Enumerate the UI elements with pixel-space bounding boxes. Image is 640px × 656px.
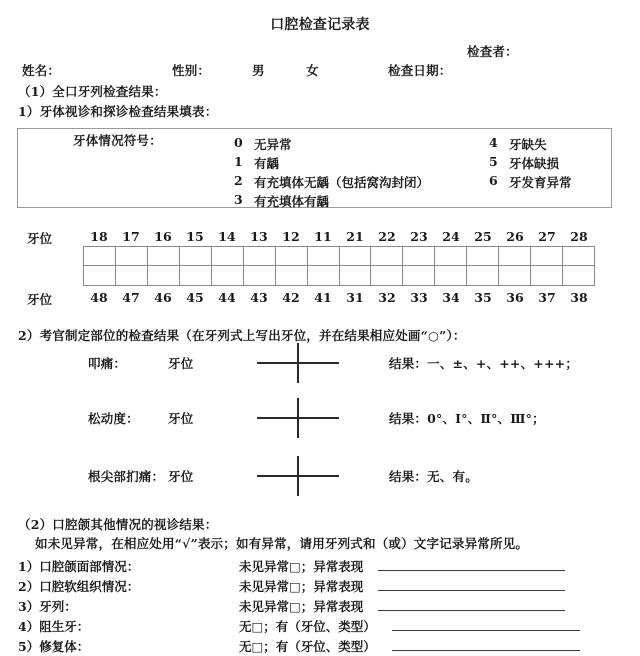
list-item-label: 3）牙列： [18,599,77,614]
tooth-cell-upper[interactable] [563,247,594,265]
tooth-number: 11 [314,229,332,244]
tooth-number: 37 [538,290,556,305]
tooth-number: 23 [410,229,428,244]
mobility-label: 松动度： [88,411,139,426]
tooth-cell-lower[interactable] [435,266,467,285]
tooth-number: 33 [410,290,428,305]
list-item-value[interactable]: 未见异常□；异常表现 [239,579,364,594]
tooth-number: 41 [314,290,332,305]
dental-cross-diagram-percussion[interactable] [257,343,339,383]
tooth-cell-upper[interactable] [212,247,244,265]
tooth-cell-upper[interactable] [499,247,531,265]
cross-vertical-line [297,456,299,496]
tooth-number: 24 [442,229,460,244]
tooth-number: 46 [154,290,172,305]
tooth-cell-lower[interactable] [116,266,148,285]
tooth-number: 36 [506,290,524,305]
dental-cross-diagram-apical[interactable] [257,456,339,496]
apical-palpation-result-options[interactable]: 结果：无、有。 [389,469,478,484]
mobility-position-label: 牙位 [168,411,194,426]
tooth-cell-lower[interactable] [212,266,244,285]
list-item-value[interactable]: 无□；有（牙位、类型） [239,639,376,654]
legend-text: 牙发育异常 [509,175,572,190]
tooth-cell-lower[interactable] [308,266,340,285]
section-2-note: 如未见异常，在相应处用“√”表示；如有异常，请用牙列式和（或）文字记录异常所见。 [35,536,529,551]
tooth-cell-upper[interactable] [340,247,372,265]
write-in-line[interactable] [378,570,565,571]
list-item-value[interactable]: 无□；有（牙位、类型） [239,619,376,634]
legend-code: 5 [489,154,498,169]
tooth-cell-upper[interactable] [371,247,403,265]
sex-option-female[interactable]: 女 [306,63,319,78]
tooth-grid-row-lower [84,266,594,285]
section-1-title: （1）全口牙列检查结果： [18,84,167,99]
tooth-cell-upper[interactable] [244,247,276,265]
list-item-label: 1）口腔颌面部情况： [18,559,140,574]
legend-text: 有充填体有龋 [254,194,330,209]
legend-text: 有充填体无龋（包括窝沟封闭） [254,175,430,190]
legend-code: 1 [234,154,243,169]
list-item-value[interactable]: 未见异常□；异常表现 [239,599,364,614]
write-in-line[interactable] [378,610,565,611]
cross-vertical-line [297,343,299,383]
tooth-cell-lower[interactable] [531,266,563,285]
legend-text: 牙体缺损 [509,156,560,171]
tooth-cell-lower[interactable] [467,266,499,285]
tooth-number: 32 [378,290,396,305]
legend-code: 3 [234,192,243,207]
tooth-number: 31 [346,290,364,305]
tooth-number: 18 [90,229,108,244]
legend-code: 4 [489,135,498,150]
tooth-number: 16 [154,229,172,244]
tooth-cell-lower[interactable] [499,266,531,285]
subsection-1-2-title: 2）考官制定部位的检查结果（在牙列式上写出牙位，并在结果相应处画“○”）： [18,328,466,343]
tooth-number: 44 [218,290,236,305]
legend-code: 0 [234,135,243,150]
tooth-position-label-lower: 牙位 [27,292,53,307]
tooth-number: 21 [346,229,364,244]
tooth-grid [83,246,595,286]
sex-label: 性别： [172,63,211,78]
tooth-cell-upper[interactable] [531,247,563,265]
tooth-number: 47 [122,290,140,305]
tooth-cell-lower[interactable] [180,266,212,285]
page-title: 口腔检查记录表 [270,17,370,33]
name-label: 姓名： [22,63,61,78]
tooth-number-row-upper [83,229,595,244]
write-in-line[interactable] [392,650,580,651]
tooth-cell-upper[interactable] [148,247,180,265]
tooth-cell-lower[interactable] [244,266,276,285]
tooth-cell-lower[interactable] [340,266,372,285]
apical-palpation-position-label: 牙位 [168,469,194,484]
mobility-result-options[interactable]: 结果：0°、Ⅰ°、Ⅱ°、Ⅲ°； [389,411,545,426]
percussion-pain-label: 叩痛： [88,356,127,371]
write-in-line[interactable] [378,590,565,591]
tooth-number: 35 [474,290,492,305]
legend-text: 无异常 [254,137,292,152]
tooth-position-label-upper: 牙位 [27,231,53,246]
tooth-number: 17 [122,229,140,244]
tooth-cell-upper[interactable] [116,247,148,265]
section-2-title: （2）口腔颌其他情况的视诊结果： [18,517,218,532]
tooth-number: 34 [442,290,460,305]
tooth-number: 38 [570,290,588,305]
subsection-1-1-title: 1）牙体视诊和探诊检查结果填表： [18,104,218,119]
tooth-number: 25 [474,229,492,244]
tooth-cell-upper[interactable] [403,247,435,265]
tooth-number: 43 [250,290,268,305]
examiner-label: 检查者： [467,44,518,59]
tooth-cell-upper[interactable] [308,247,340,265]
tooth-grid-row-upper [84,247,594,266]
tooth-chart [0,228,640,307]
percussion-pain-position-label: 牙位 [168,356,194,371]
tooth-number: 26 [506,229,524,244]
tooth-number: 27 [538,229,556,244]
tooth-cell-lower[interactable] [403,266,435,285]
tooth-number: 48 [90,290,108,305]
tooth-cell-lower[interactable] [276,266,308,285]
sex-option-male[interactable]: 男 [252,63,265,78]
tooth-cell-lower[interactable] [563,266,594,285]
tooth-cell-lower[interactable] [148,266,180,285]
legend-text: 牙缺失 [509,137,547,152]
tooth-cell-upper[interactable] [180,247,212,265]
tooth-number: 13 [250,229,268,244]
tooth-cell-upper[interactable] [435,247,467,265]
tooth-number-row-lower [83,290,595,305]
tooth-number: 45 [186,290,204,305]
legend-title: 牙体情况符号： [73,133,162,148]
apical-palpation-pain-label: 根尖部扪痛： [88,469,165,484]
tooth-number: 22 [378,229,396,244]
tooth-number: 28 [570,229,588,244]
legend-code: 2 [234,173,243,188]
list-item-label: 4）阻生牙： [18,619,90,634]
cross-vertical-line [297,398,299,438]
tooth-number: 14 [218,229,236,244]
tooth-cell-lower[interactable] [84,266,116,285]
legend-code: 6 [489,173,498,188]
legend-text: 有龋 [254,156,280,171]
percussion-pain-result-options[interactable]: 结果：一、±、+、++、+++； [389,356,579,371]
tooth-number: 42 [282,290,300,305]
tooth-number: 15 [186,229,204,244]
exam-date-label: 检查日期： [388,63,452,78]
list-item-label: 5）修复体： [18,639,90,654]
tooth-cell-upper[interactable] [467,247,499,265]
list-item-label: 2）口腔软组织情况： [18,579,140,594]
tooth-cell-upper[interactable] [84,247,116,265]
write-in-line[interactable] [392,630,580,631]
tooth-cell-lower[interactable] [371,266,403,285]
tooth-number: 12 [282,229,300,244]
dental-cross-diagram-mobility[interactable] [257,398,339,438]
tooth-cell-upper[interactable] [276,247,308,265]
list-item-value[interactable]: 未见异常□；异常表现 [239,559,364,574]
